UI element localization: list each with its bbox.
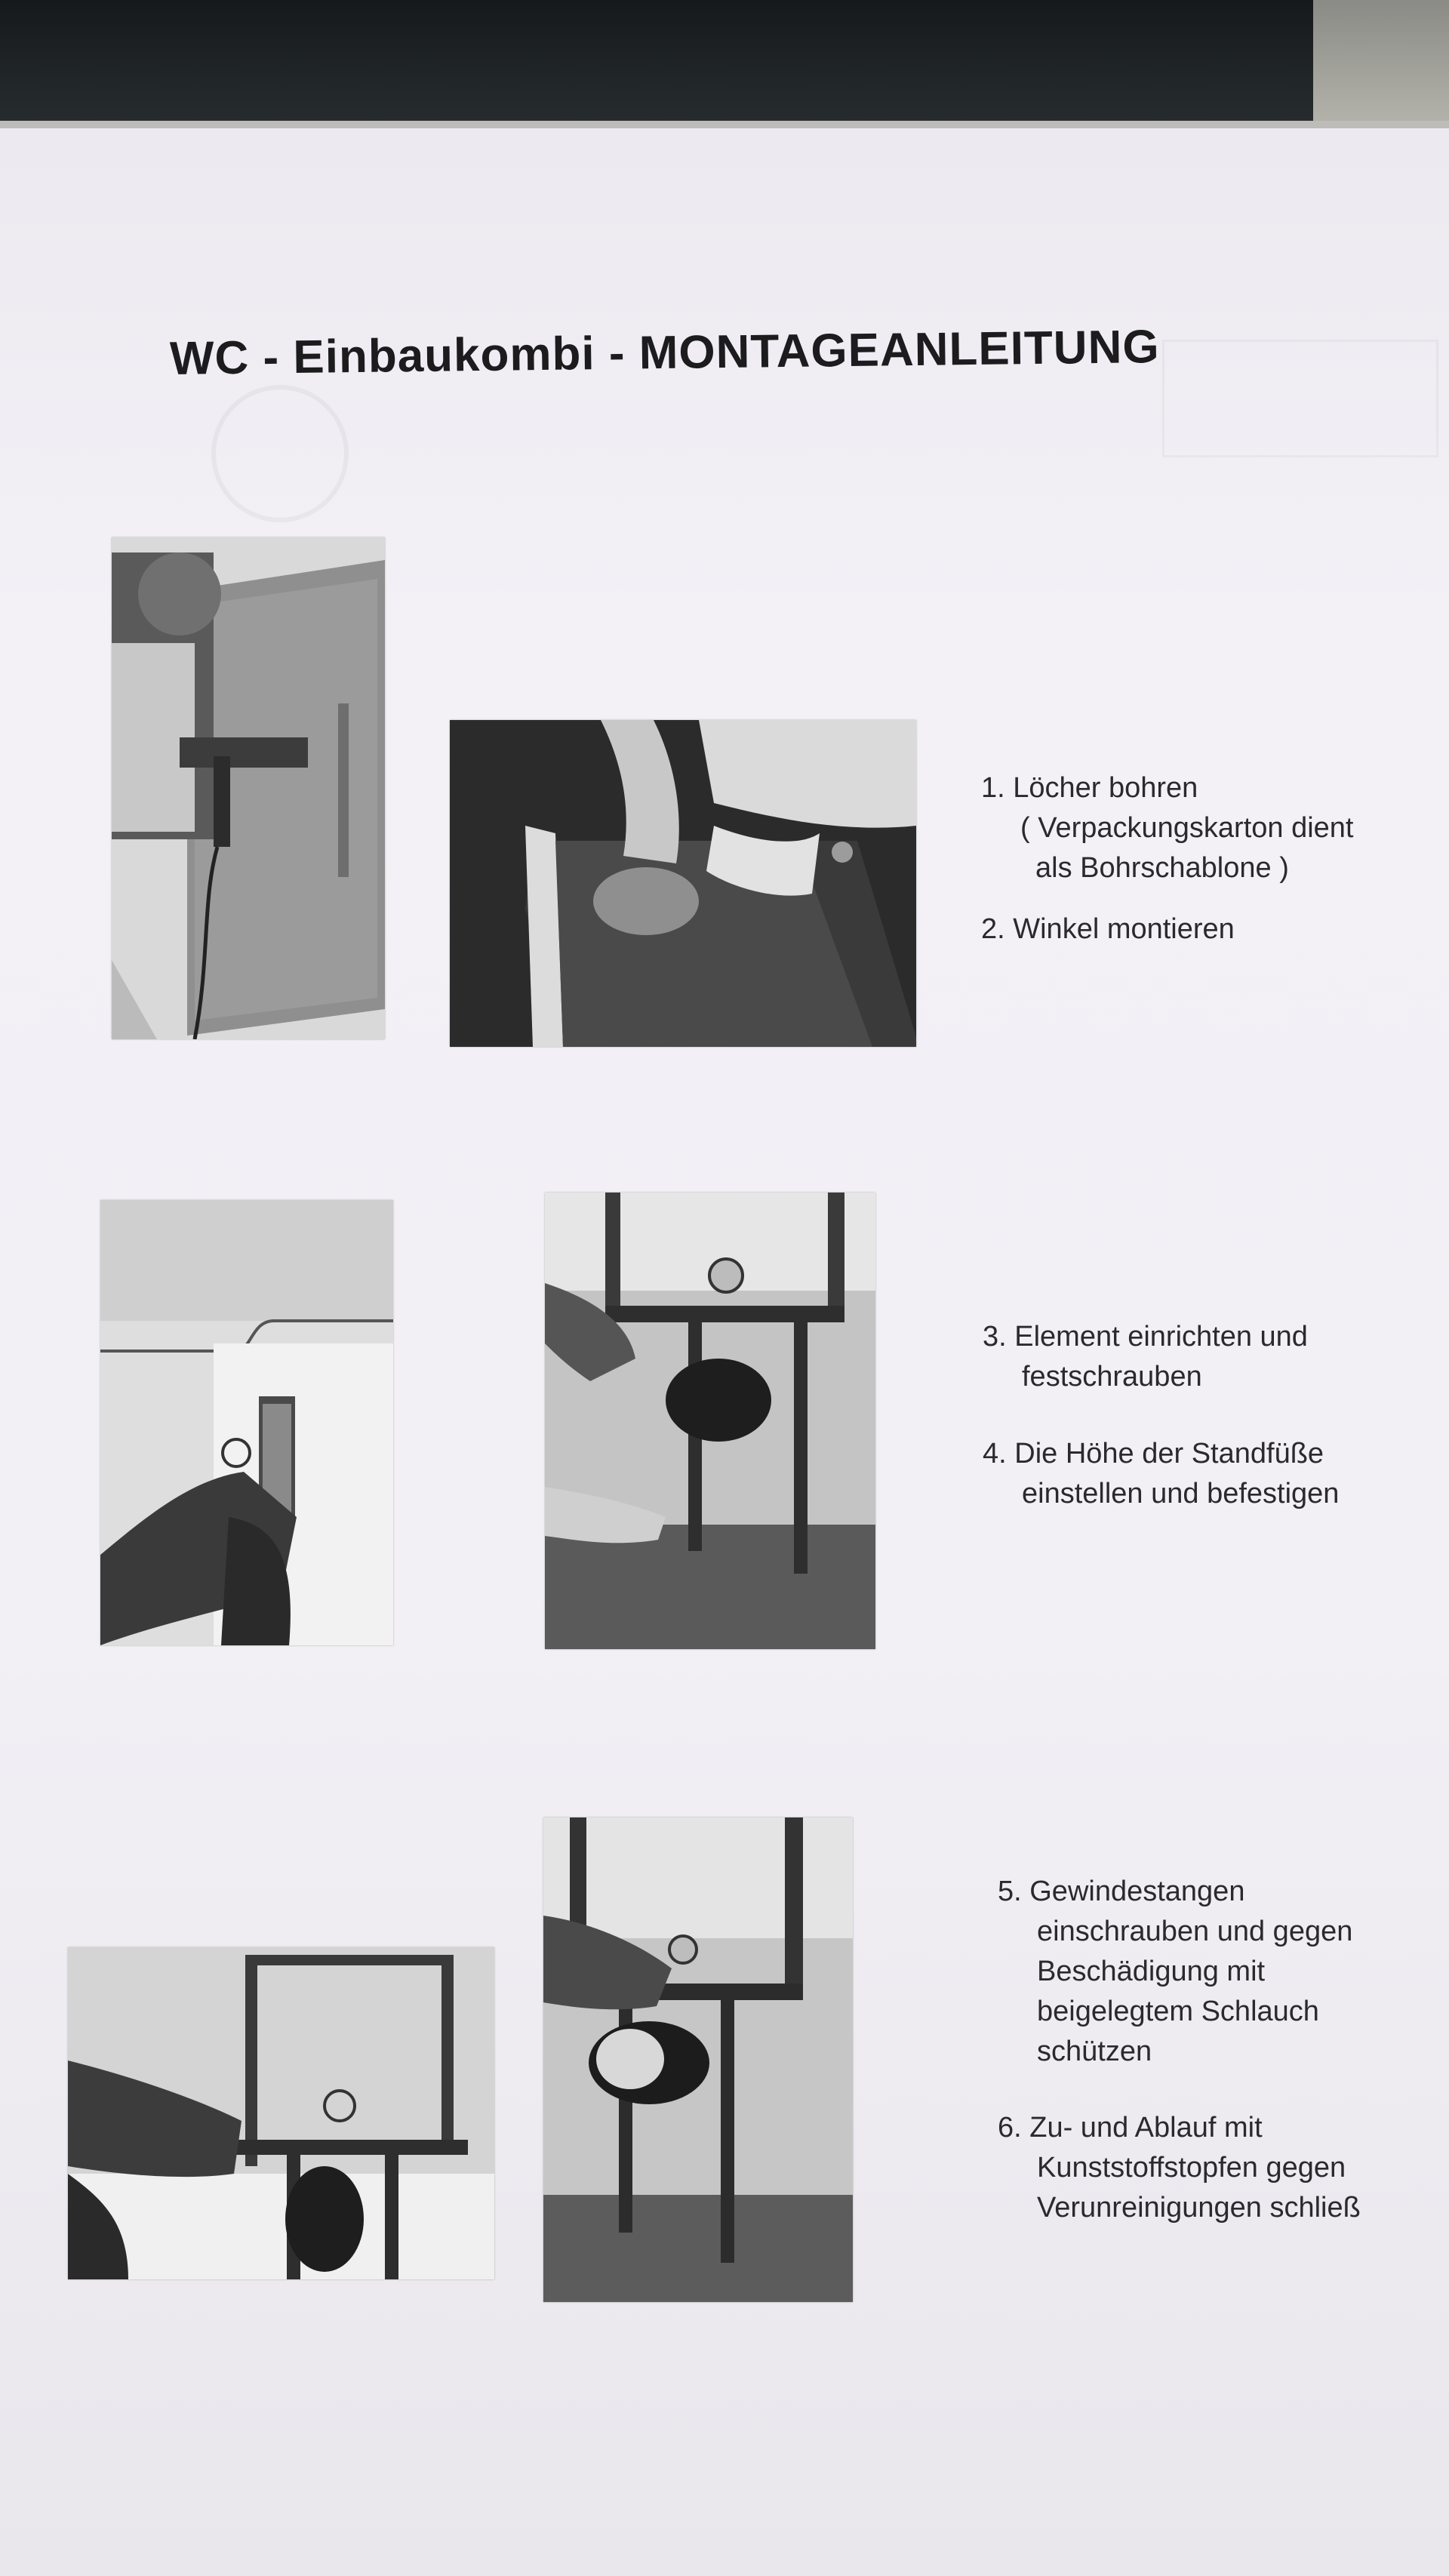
step-5-line-1: 5. Gewindestangen xyxy=(998,1876,1245,1907)
step-2-line-1: 2. Winkel montieren xyxy=(981,913,1235,945)
step-6-line-2: Kunststoffstopfen gegen xyxy=(1037,2152,1346,2184)
step-6-line-3: Verunreinigungen schließ xyxy=(1037,2192,1361,2224)
step-4-text xyxy=(983,1434,1339,1514)
photo-mounting-bracket xyxy=(450,720,916,1047)
photo-leveling-element xyxy=(100,1200,393,1645)
background-light-corner xyxy=(1313,0,1449,128)
photo-adjusting-feet-icon xyxy=(545,1193,875,1649)
photo-adjusting-feet xyxy=(545,1193,875,1649)
step-4-line-2: einstellen und befestigen xyxy=(1022,1478,1340,1510)
photo-drilling-wall-icon xyxy=(112,537,385,1039)
step-6-text xyxy=(998,2108,1361,2228)
step-1-text xyxy=(981,768,1354,888)
step-1-line-2: ( Verpackungskarton dient xyxy=(1020,812,1354,844)
photo-drilling-wall xyxy=(112,537,385,1039)
photo-inlet-outlet xyxy=(543,1817,853,2302)
step-4-line-1: 4. Die Höhe der Standfüße xyxy=(983,1438,1324,1470)
step-5-line-4: beigelegtem Schlauch xyxy=(1037,1996,1319,2027)
step-5-line-3: Beschädigung mit xyxy=(1037,1956,1266,1987)
photo-inlet-outlet-icon xyxy=(543,1817,853,2302)
page-title: WC - Einbaukombi - MONTAGEANLEITUNG xyxy=(169,320,1160,385)
step-3-text xyxy=(983,1317,1308,1397)
photo-leveling-element-icon xyxy=(100,1200,393,1645)
photo-threaded-rods-icon xyxy=(68,1947,494,2279)
step-3-line-2: festschrauben xyxy=(1022,1361,1202,1393)
step-5-line-5: schützen xyxy=(1037,2036,1152,2067)
photo-threaded-rods xyxy=(68,1947,494,2279)
step-5-text xyxy=(998,1872,1352,2072)
photo-mounting-bracket-icon xyxy=(450,720,916,1047)
step-3-line-1: 3. Element einrichten und xyxy=(983,1321,1308,1353)
step-5-line-2: einschrauben und gegen xyxy=(1037,1916,1353,1947)
step-1-line-3: als Bohrschablone ) xyxy=(1035,852,1289,884)
step-1-line-1: 1. Löcher bohren xyxy=(981,772,1198,804)
step-2-text xyxy=(981,909,1235,949)
step-6-line-1: 6. Zu- und Ablauf mit xyxy=(998,2112,1263,2144)
show-through-logo-icon xyxy=(211,385,349,522)
